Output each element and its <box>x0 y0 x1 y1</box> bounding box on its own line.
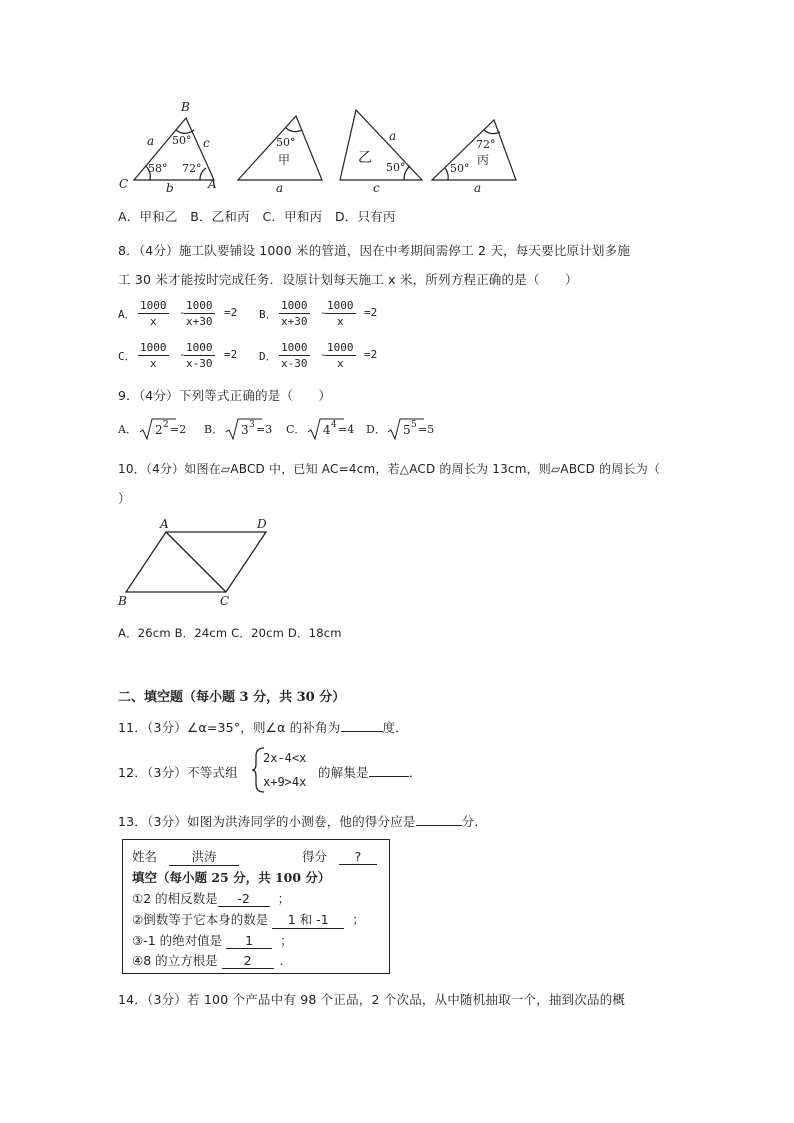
q11: 11．（3分）∠α=35°，则∠α 的补角为 度． <box>118 720 408 735</box>
q10-line1: 10．（4分）如图在▱ABCD 中，已知 AC=4cm，若△ACD 的周长为 13cm，则▱ABCD 的周长为（ <box>118 462 661 476</box>
svg-text:3: 3 <box>241 423 249 437</box>
q9-options <box>118 414 458 444</box>
quiz-card-item-2: ②倒数等于它本身的数是 1 和 -1 ； <box>132 912 365 927</box>
q12-ineq1: 2x-4<x <box>263 751 307 765</box>
svg-text:5: 5 <box>411 420 417 430</box>
q12-after: 的解集是 ． <box>318 765 422 780</box>
t4-name: 丙 <box>477 153 490 167</box>
t1-label-B: B <box>181 100 190 114</box>
q8-a-frac2: $\frac{1000}{x+30}$ <box>186 299 213 328</box>
t1-angle-C: 58° <box>148 162 168 175</box>
quiz-card-item-3: ③-1 的绝对值是 1 ； <box>132 933 293 948</box>
q8-a-rhs: =2 <box>224 306 238 319</box>
q8-option-d-label: D． <box>259 350 277 363</box>
svg-text:D．: D． <box>366 423 386 436</box>
svg-text:=2: =2 <box>170 423 187 436</box>
t1-label-a: a <box>147 134 155 148</box>
q8-line2: 工 30 米才能按时完成任务．设原计划每天施工 x 米，所列方程正确的是（ ） <box>118 272 578 287</box>
svg-text:C: C <box>220 594 230 608</box>
q8-d-op: - <box>320 348 327 361</box>
quiz-card-item-1: ①2 的相反数是 -2 ； <box>132 891 291 906</box>
q8-d-frac2: $\frac{1000}{x}$ <box>327 341 354 370</box>
t3-angle: 50° <box>386 161 406 174</box>
quiz-card-name-row: 姓名 洪涛 <box>132 847 239 866</box>
q8-b-op: - <box>320 306 327 319</box>
q10-options: A．26cm B．24cm C．20cm D．18cm <box>118 626 342 640</box>
svg-text:2: 2 <box>163 420 169 430</box>
q10-line2: ） <box>118 491 131 506</box>
q14-line1: 14．（3分）若 100 个产品中有 98 个正品，2 个次品，从中随机抽取一个，抽到次品的概 <box>118 992 626 1007</box>
triangle-yi <box>340 110 422 180</box>
t4-label-a: a <box>474 181 482 195</box>
triangle-figures <box>110 96 530 196</box>
triangle-bing <box>432 120 516 180</box>
t3-name: 乙 <box>358 150 372 166</box>
svg-text:=4: =4 <box>338 423 355 436</box>
q8-c-op: - <box>179 348 186 361</box>
q8-a-frac1: $\frac{1000}{x}$ <box>140 299 167 328</box>
svg-text:2: 2 <box>155 423 163 437</box>
q12-before: 12．（3分）不等式组 <box>118 765 238 780</box>
q8-d-rhs: =2 <box>364 348 378 361</box>
q12-ineq2: x+9>4x <box>263 775 307 789</box>
q9-stem: 9．（4分）下列等式正确的是（ ） <box>118 388 332 403</box>
q8-line1: 8．（4分）施工队要铺设 1000 米的管道，因在中考期间需停工 2 天，每天要比原计划多施 <box>118 243 631 258</box>
svg-text:=3: =3 <box>256 423 273 436</box>
t2-angle: 50° <box>276 136 296 149</box>
svg-text:5: 5 <box>403 423 411 437</box>
t4-angle-top: 72° <box>476 138 496 151</box>
svg-text:C．: C． <box>286 423 306 436</box>
q7-options: A．甲和乙 B．乙和丙 C．甲和丙 D．只有丙 <box>118 209 396 224</box>
t2-label-a: a <box>276 181 284 195</box>
t1-angle-A: 72° <box>182 162 202 175</box>
t3-label-c: c <box>373 181 380 195</box>
svg-text:3: 3 <box>249 420 255 430</box>
svg-text:B．: B． <box>204 423 224 436</box>
q8-c-rhs: =2 <box>224 348 238 361</box>
q8-c-frac1: $\frac{1000}{x}$ <box>140 341 167 370</box>
svg-text:D: D <box>257 517 267 531</box>
quiz-card-score-row: 得分 ? <box>302 847 377 865</box>
quiz-card-heading: 填空（每小题 25 分，共 100 分） <box>132 870 331 885</box>
q8-b-frac2: $\frac{1000}{x}$ <box>327 299 354 328</box>
t1-label-A: A <box>208 177 217 191</box>
t3-label-a: a <box>389 129 397 143</box>
q8-option-c-label: C． <box>118 350 136 363</box>
t1-label-c: c <box>203 136 210 150</box>
q8-c-frac2: $\frac{1000}{x-30}$ <box>186 341 213 370</box>
q8-b-frac1: $\frac{1000}{x+30}$ <box>281 299 308 328</box>
svg-text:A: A <box>160 517 169 531</box>
svg-text:A．: A． <box>118 423 137 436</box>
q8-a-op: - <box>179 306 186 319</box>
t1-label-C: C <box>119 177 129 191</box>
q8-option-b-label: B． <box>259 308 277 321</box>
quiz-card-item-4: ④8 的立方根是 2 ． <box>132 953 293 968</box>
t2-name: 甲 <box>278 153 291 167</box>
q8-b-rhs: =2 <box>364 306 378 319</box>
t1-angle-B: 50° <box>172 134 192 147</box>
t1-label-b: b <box>166 181 174 195</box>
svg-text:4: 4 <box>323 423 331 437</box>
section-title: 二、填空题（每小题 3 分，共 30 分） <box>118 690 346 705</box>
svg-text:B: B <box>118 594 127 608</box>
svg-text:=5: =5 <box>418 423 435 436</box>
q13: 13．（3分）如图为洪涛同学的小测卷，他的得分应是 分． <box>118 814 488 829</box>
parallelogram-figure <box>112 514 282 610</box>
t4-angle-left: 50° <box>450 162 470 175</box>
triangle-abc <box>134 118 214 180</box>
q8-option-a-label: A． <box>118 308 136 321</box>
svg-text:4: 4 <box>331 420 337 430</box>
q8-d-frac1: $\frac{1000}{x-30}$ <box>281 341 308 370</box>
